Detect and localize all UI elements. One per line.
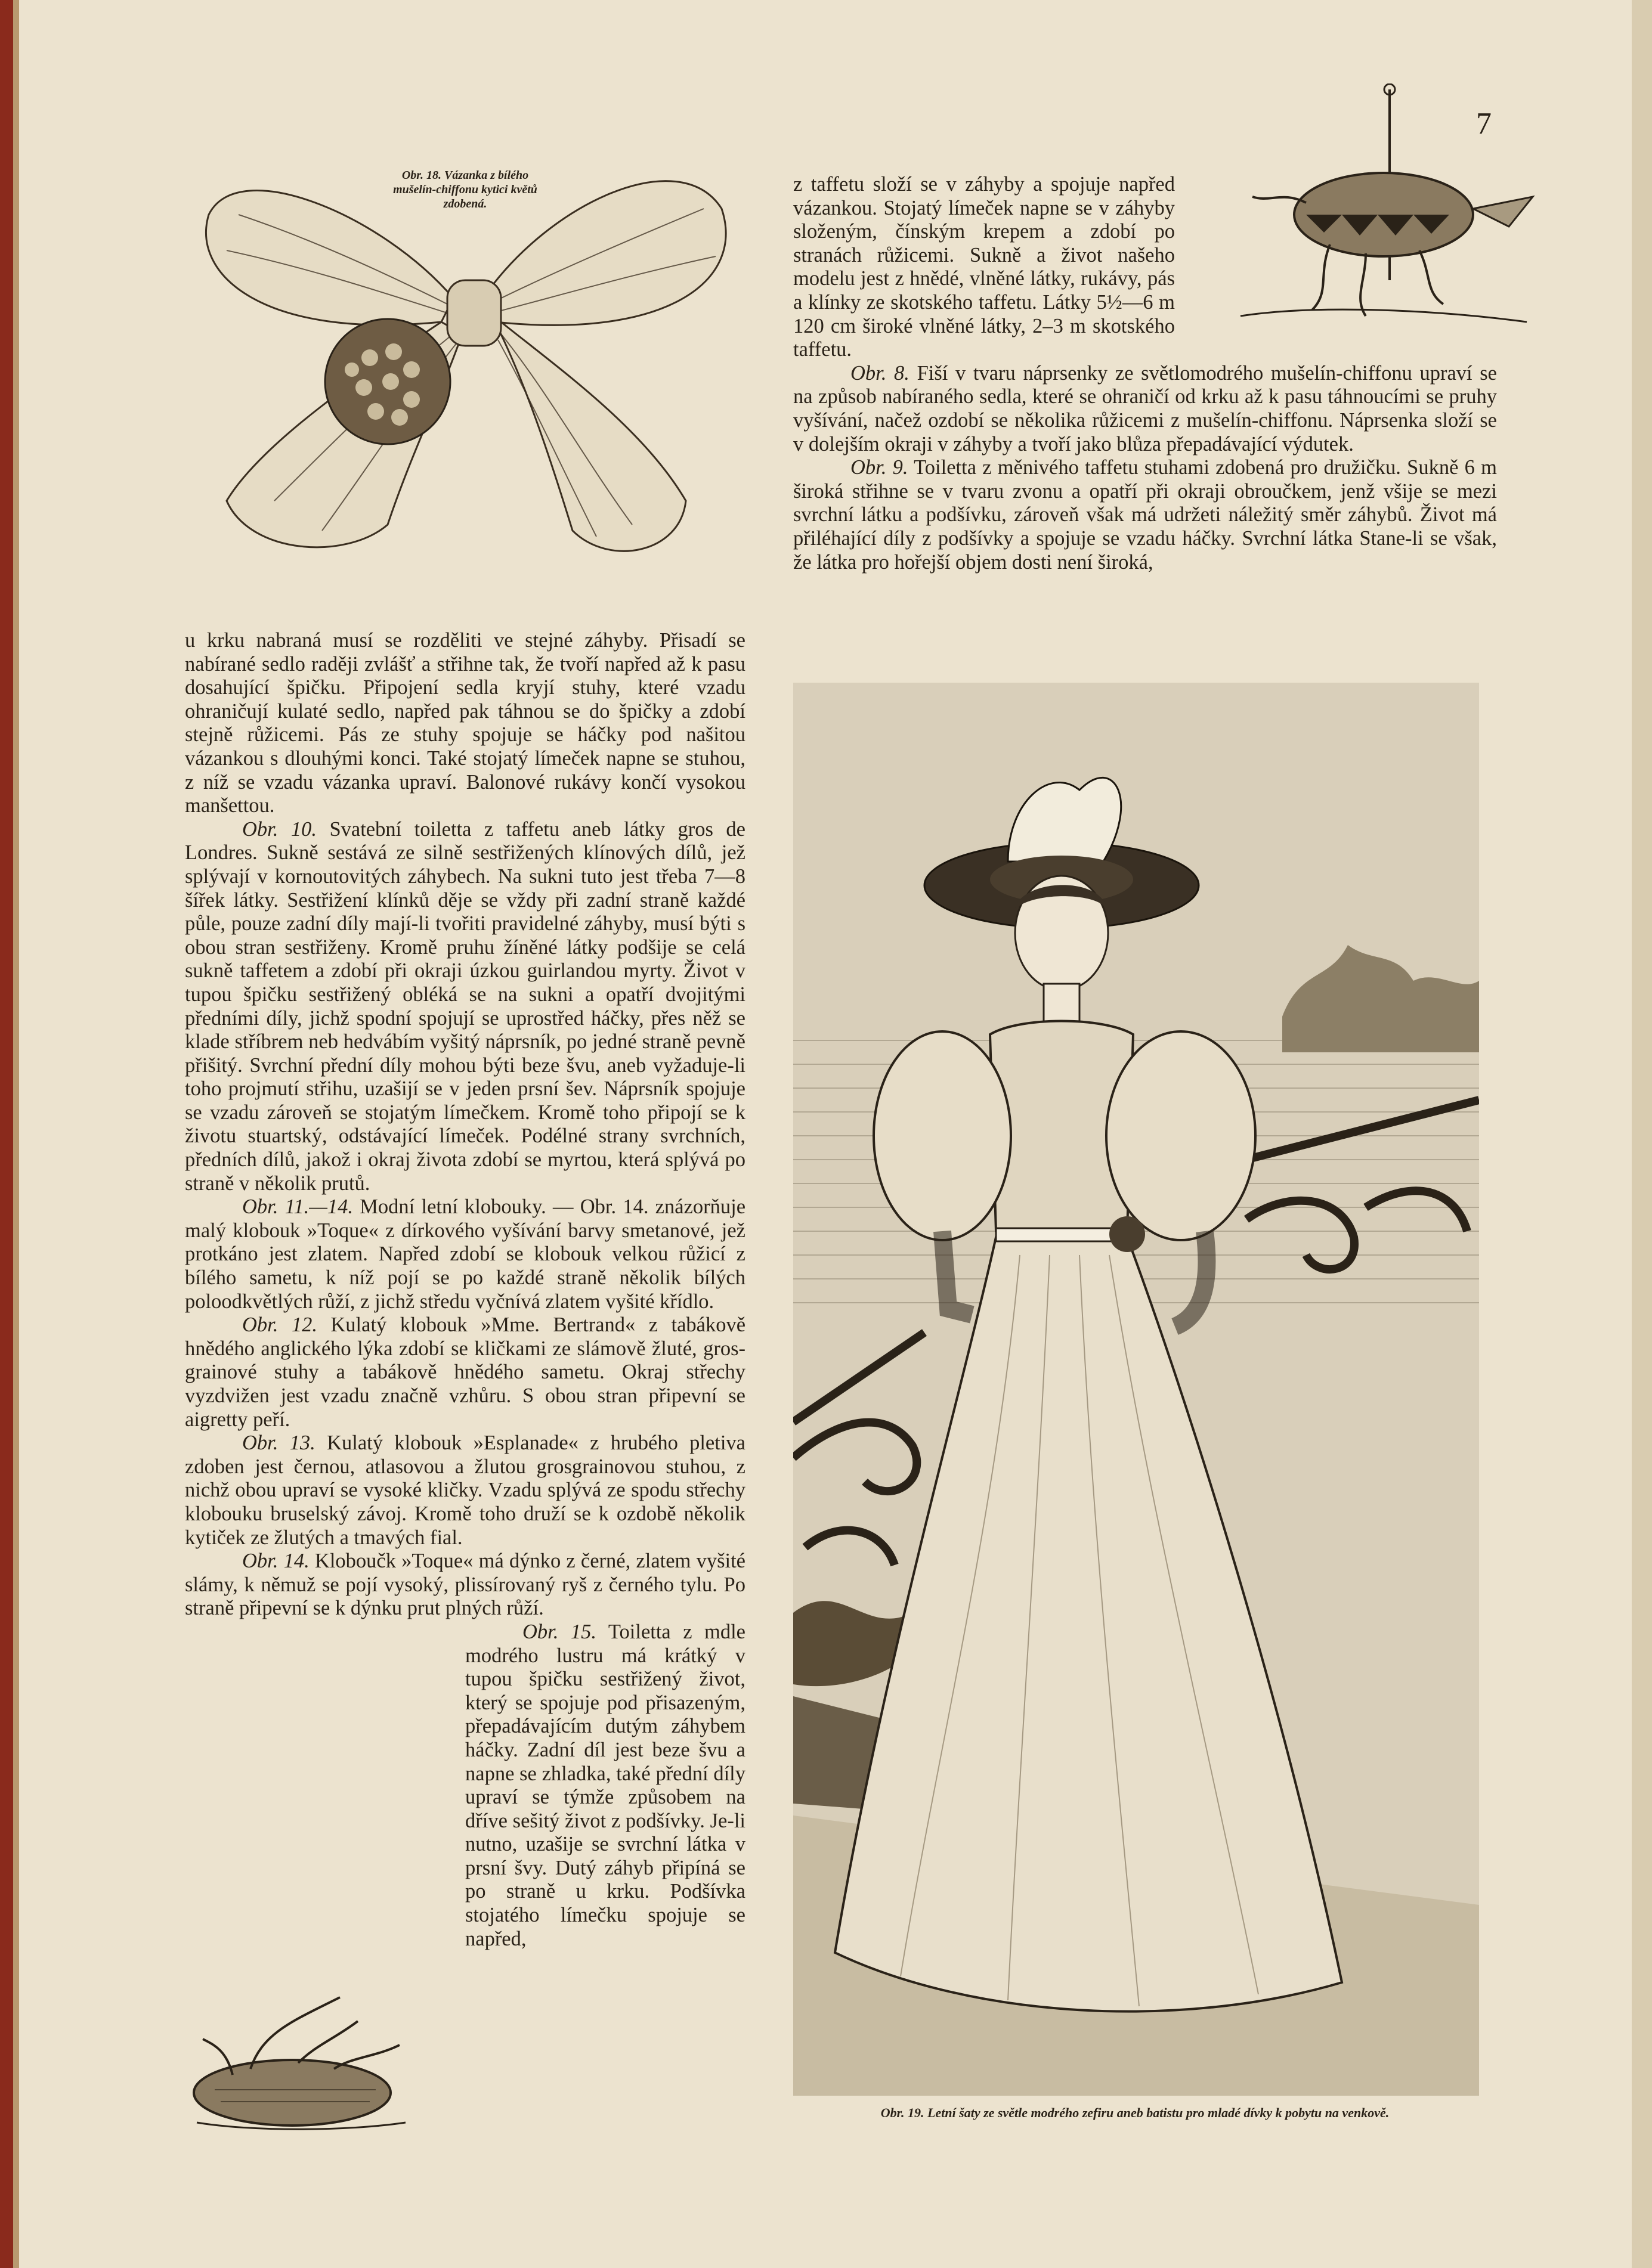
page-number: 7 (1476, 107, 1492, 141)
figure-18-caption-text: Vázanka z bílého mušelín-chiffonu kytici květů zdobená. (393, 169, 537, 210)
right-paragraph-0: z taffetu složí se v záhyby a spojuje napřed vázankou. Stojatý límeček napne se v záhyby složeným, čínským krepem a zdobí po stranách růžicemi. Sukně a život našeho modelu jest z hnědé, vlněné látky, rukávy, pás a klínky ze skotského taffetu. Látky 5½—6 m 120 cm široké vlněné látky, 2–3 m skotského taffetu. (793, 173, 1175, 361)
left-paragraph-4: Obr. 13. Kulatý klobouk »Esplanade« z hrubého pletiva zdoben jest černou, atlasovou a žlutou grosgrainovou stuhou, z nichž obou upraví se vysoké kličky. Vzadu splývá ze spodu střechy klobouku bruselský závoj. Kromě toho druží se k ozdobě několik kytiček ze žlutých a tmavých fial. (185, 1432, 745, 1549)
left-paragraph-2: Obr. 11.—14. Modní letní klobouky. — Obr. 14. znázorňuje malý klobouk »Toque« z dírkového vyšívání barvy smetanové, jež protkáno jest zlatem. Napřed zdobí se klobouk velkou růžicí z bílého sametu, k níž pojí se po každé straně několik bílých poloodkvětlých růží, z jichž středu vyčnívá zlatem vyšité křídlo. (185, 1195, 746, 1313)
figure-18-caption-label: Obr. 18. (401, 169, 441, 182)
left-paragraph-1: Obr. 10. Svatební toiletta z taffetu aneb látky gros de Londres. Sukně sestává ze silně sestřižených klínových dílů, jež splývají v kornoutovitých záhybech. Na sukni tuto jest třeba 7—8 šířek látky. Sestřižení klínků děje se vždy při zadní straně každé půle, pouze zadní díly mají-li tvořiti pravidelné záhyby, musí býti s obou stran sestřiženy. Kromě pruhu žíněné látky podšije se celá sukně taffetem a zdobí při okraji úzkou guirlandou myrty. Život v tupou špičku sestřižený obléká se na sukni a opatří dvojitými předními díly, jichž spodní spojují se uprostřed háčky, přes něž se klade stříbrem neb hedvábím vyšitý náprsník, po jedné straně pevně přišitý. Svrchní přední díly mohou býti beze švu, aneb vyžaduje-li toho projmutí střihu, uzašijí se v jeden prsní šev. Náprsník spojuje se vzadu zároveň se stojatým límečkem. Kromě toho připojí se k životu stuartský, odstávající límeček. Podélné strany svrchních, předních dílů, jakož i okraj života zdobí se myrtou, která splývá po straně v několik prutů. (185, 817, 745, 1195)
left-paragraph-6: Obr. 15. Toiletta z mdle modrého lustru má krátký v tupou špičku sestřižený život, který se spojuje pod přisazeným, přepadávajícím dutým záhybem háčky. Zadní díl jest beze švu a napne se zhladka, také přední díly upraví se týmže způsobem na dříve sešitý život z podšívky. Je-li nutno, uzašije se svrchní látka v prsní švy. Dutý záhyb připíná se po straně u krku. Podšívka stojatého límečku spojuje se napřed, (185, 1621, 745, 1951)
left-paragraph-0: u krku nabraná musí se rozděliti ve stejné záhyby. Přisadí se nabírané sedlo raději zvlášť a střihne tak, že tvoří napřed až k pasu dosahující špičku. Připojení sedla kryjí stuhy, které vzadu ohraničují kulaté sedlo, napřed pak táhnou se do špičky a zdobí stejně růžicemi. Pás ze stuhy spojuje se háčky pod našitou vázankou s dlouhými konci. Také stojatý límeček napne se stuhou, z níž se vzadu vázanka upraví. Balonové rukávy končí vysokou manšettou. (185, 629, 745, 817)
beetle-wrap-space (185, 1817, 465, 1978)
left-paragraph-3: Obr. 12. Kulatý klobouk »Mme. Bertrand« z tabákově hnědého anglického lýka zdobí se kličkami ze slámově žluté, gros-grainové stuhy a tabákově hnědého sametu. Okraj střechy vyzdvižen jest vzadu značně vzhůru. S obou stran připevní se aigretty peří. (185, 1313, 746, 1431)
right-column (793, 173, 1497, 574)
figure-19-caption-text: Letní šaty ze světle modrého zefiru aneb batistu pro mladé dívky k pobytu na venkově. (927, 2105, 1390, 2120)
figure-19-caption (786, 2105, 1484, 2121)
right-paragraph-2: Obr. 9. Toiletta z měnivého taffetu stuhami zdobená pro družičku. Sukně 6 m široká střihne se v tvaru zvonu a opatří při okraji obroučkem, jenž všije se mezi svrchní látku a podšívku, zároveň však má udržeti náležitý směr záhybů. Život má přiléhající díly z podšívky a spojuje se vzadu háčky. Svrchní látka Stane-li se však, že látka pro hořejší objem dosti není široká, (793, 456, 1497, 574)
figure-19-woman-in-summer-dress (793, 683, 1479, 2096)
left-column (185, 629, 745, 1978)
left-paragraph-5: Obr. 14. Kloboučk »Toque« má dýnko z černé, zlatem vyšité slámy, k němuž se pojí vysoký, plissírovaný ryš z černého tylu. Po straně připevní se k dýnku prut plných růží. (185, 1550, 745, 1620)
figure-18-caption (382, 168, 549, 211)
figure-19-caption-label: Obr. 19. (880, 2105, 924, 2120)
beetle-on-back-illustration (179, 1985, 429, 2140)
right-paragraph-1: Obr. 8. Fiší v tvaru náprsenky ze světlomodrého mušelín-chiffonu upraví se na způsob nabíraného sedla, které se ohraničí od krku až k pasu táhnoucími se pruhy vyšívání, načež ozdobí se několika růžicemi z mušelín-chiffonu. Náprsenka složí se v dolejším okraji v záhyby a tvoří jako blůza přepadávající výdutek. (793, 361, 1497, 456)
